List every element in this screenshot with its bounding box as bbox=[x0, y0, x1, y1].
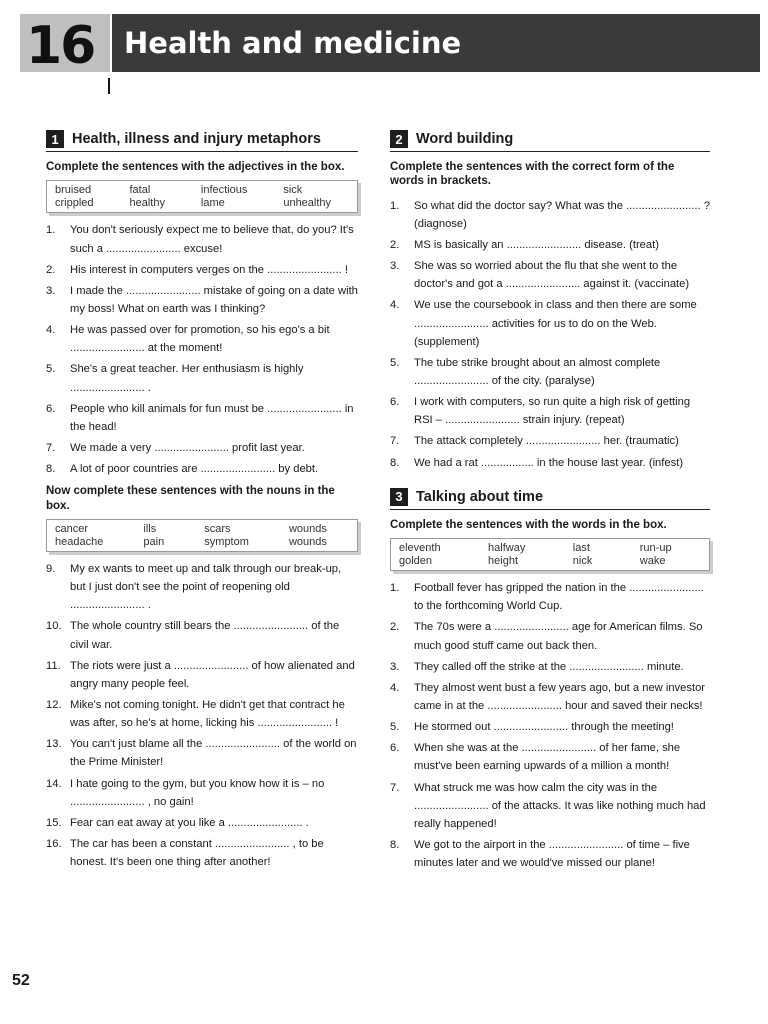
item-text: The 70s were a ........................ age for American films. So much good stuff came out back then. bbox=[414, 621, 703, 652]
item-text: Mike's not coming tonight. He didn't get that contract he was after, so he's at home, licking his ........................ ! bbox=[70, 698, 345, 730]
unit-title: Health and medicine bbox=[124, 26, 462, 60]
item-number: 11. bbox=[46, 659, 61, 672]
exercise-item bbox=[390, 779, 710, 833]
item-number: 12. bbox=[46, 698, 62, 711]
exercise-item bbox=[390, 257, 710, 293]
item-text: I made the ........................ mistake of going on a date with my boss! What on earth was I thinking? bbox=[70, 284, 358, 315]
exercise-item bbox=[390, 718, 710, 736]
item-text: People who kill animals for fun must be ........................ in the head! bbox=[70, 402, 354, 433]
section-1-items-b bbox=[46, 560, 358, 871]
item-number: 16. bbox=[46, 837, 62, 850]
exercise-item bbox=[390, 618, 710, 654]
item-text: You don't seriously expect me to believe that, do you? It's such a ........................ excuse! bbox=[70, 224, 354, 255]
box-word: wounds bbox=[288, 522, 327, 535]
item-text: Fear can eat away at you like a ........................ . bbox=[70, 816, 309, 829]
exercise-item bbox=[46, 360, 358, 396]
item-text: So what did the doctor say? What was the ........................ ? (diagnose) bbox=[414, 199, 710, 230]
exercise-item bbox=[46, 560, 358, 614]
item-text: He stormed out ........................ through the meeting! bbox=[414, 721, 674, 734]
section-1-instruction-b: Now complete these sentences with the nouns in the box. bbox=[46, 485, 335, 512]
item-text: I hate going to the gym, but you know how it is – no ........................ , no gain! bbox=[70, 777, 325, 808]
exercise-item bbox=[46, 321, 358, 357]
item-number: 8. bbox=[390, 838, 400, 851]
item-number: 4. bbox=[390, 299, 400, 312]
item-number: 6. bbox=[46, 402, 56, 415]
unit-banner bbox=[20, 14, 760, 76]
item-text: I work with computers, so run quite a high risk of getting RSI – ........................ strain injury. (repeat) bbox=[414, 396, 691, 427]
box-word: symptom bbox=[204, 535, 249, 548]
box-word: run-up bbox=[639, 542, 672, 555]
exercise-item bbox=[390, 354, 710, 390]
item-text: The car has been a constant ........................ , to be honest. It's been one thing after another! bbox=[70, 837, 324, 869]
exercise-item bbox=[390, 579, 710, 615]
exercise-item bbox=[46, 400, 358, 436]
section-3-header bbox=[390, 488, 710, 510]
item-number: 1. bbox=[46, 224, 56, 237]
item-text: A lot of poor countries are ........................ by debt. bbox=[70, 463, 319, 476]
item-number: 15. bbox=[46, 816, 62, 829]
section-2-header bbox=[390, 130, 710, 152]
item-number: 10. bbox=[46, 620, 62, 633]
item-number: 2. bbox=[46, 263, 56, 276]
section-2-title: Word building bbox=[416, 131, 514, 147]
item-text: We use the coursebook in class and then there are some ........................ activities for us to do on the Web. (supplement) bbox=[414, 299, 697, 348]
box-word: fatal bbox=[129, 184, 151, 197]
exercise-item bbox=[46, 460, 358, 478]
section-3-instruction: Complete the sentences with the words in the box. bbox=[390, 518, 667, 531]
item-number: 3. bbox=[46, 284, 56, 297]
box-word: healthy bbox=[129, 197, 165, 210]
item-text: We got to the airport in the ........................ of time – five minutes later and we would've missed our plane! bbox=[414, 838, 690, 870]
item-text: She was so worried about the flu that she went to the doctor's and got a ........................ against it. (vaccinate) bbox=[414, 260, 690, 291]
item-number: 3. bbox=[390, 260, 400, 273]
exercise-item bbox=[46, 617, 358, 653]
exercise-item bbox=[46, 735, 358, 771]
left-column bbox=[46, 130, 358, 874]
item-text: The attack completely ........................ her. (traumatic) bbox=[414, 435, 679, 448]
section-3-number: 3 bbox=[390, 488, 408, 506]
item-number: 6. bbox=[390, 396, 400, 409]
section-2-items bbox=[390, 197, 710, 472]
box-word: unhealthy bbox=[283, 197, 332, 210]
exercise-item bbox=[390, 236, 710, 254]
item-number: 9. bbox=[46, 562, 56, 575]
exercise-item bbox=[390, 393, 710, 429]
item-text: They almost went bust a few years ago, but a new investor came in at the ........................ hour and saved their necks! bbox=[414, 681, 706, 712]
item-number: 4. bbox=[46, 324, 56, 337]
exercise-item bbox=[46, 282, 358, 318]
exercise-item bbox=[46, 775, 358, 811]
item-number: 7. bbox=[46, 441, 56, 454]
box-word: cancer bbox=[55, 522, 89, 535]
item-number: 1. bbox=[390, 199, 400, 212]
exercise-item bbox=[46, 696, 358, 732]
item-text: The whole country still bears the ........................ of the civil war. bbox=[70, 620, 340, 651]
section-3-title: Talking about time bbox=[416, 488, 544, 505]
item-number: 2. bbox=[390, 239, 400, 252]
section-1-title: Health, illness and injury metaphors bbox=[72, 131, 321, 147]
item-number: 5. bbox=[390, 721, 400, 734]
page-number: 52 bbox=[12, 972, 30, 989]
box-word: nick bbox=[572, 555, 593, 568]
exercise-item bbox=[390, 679, 710, 715]
item-number: 1. bbox=[390, 582, 400, 595]
item-text: When she was at the ........................ of her fame, she must've been earning upwards of a million a month! bbox=[414, 742, 681, 773]
item-number: 2. bbox=[390, 621, 400, 634]
box-word: headache bbox=[55, 535, 104, 548]
box-word: bruised bbox=[55, 184, 92, 197]
item-text: The tube strike brought about an almost complete ........................ of the city. (paralyse) bbox=[414, 356, 661, 388]
item-text: The riots were just a ........................ of how alienated and angry many people feel. bbox=[70, 659, 355, 690]
exercise-item bbox=[390, 739, 710, 775]
box-word: golden bbox=[399, 555, 433, 568]
unit-number: 16 bbox=[26, 16, 95, 76]
item-text: They called off the strike at the ........................ minute. bbox=[414, 660, 684, 673]
section-2-instruction: Complete the sentences with the correct form of the words in brackets. bbox=[390, 161, 675, 188]
exercise-item bbox=[390, 296, 710, 350]
exercise-item bbox=[390, 454, 710, 472]
item-number: 8. bbox=[390, 456, 400, 469]
item-text: She's a great teacher. Her enthusiasm is highly ........................ . bbox=[70, 363, 304, 394]
exercise-item bbox=[46, 814, 358, 832]
item-text: My ex wants to meet up and talk through our break-up, but I just don't see the point of reopening old ........................ . bbox=[70, 562, 342, 612]
exercise-item bbox=[46, 835, 358, 871]
box-word: pain bbox=[143, 535, 165, 548]
item-number: 5. bbox=[390, 356, 400, 369]
exercise-item bbox=[46, 261, 358, 279]
box-word: last bbox=[572, 542, 590, 555]
exercise-item bbox=[46, 657, 358, 693]
section-2-number: 2 bbox=[390, 130, 408, 148]
item-text: MS is basically an ........................ disease. (treat) bbox=[414, 239, 659, 252]
text-cursor-mark bbox=[108, 78, 110, 94]
exercise-item bbox=[390, 197, 710, 233]
item-number: 13. bbox=[46, 738, 62, 751]
item-number: 7. bbox=[390, 781, 400, 794]
box-word: scars bbox=[204, 522, 231, 535]
exercise-item bbox=[390, 836, 710, 872]
box-word: ills bbox=[143, 522, 157, 535]
noun-word-box bbox=[46, 519, 358, 552]
item-text: We made a very ........................ profit last year. bbox=[70, 441, 305, 454]
item-number: 4. bbox=[390, 681, 400, 694]
box-word: crippled bbox=[55, 197, 94, 210]
item-number: 5. bbox=[46, 363, 56, 376]
adjective-word-box bbox=[46, 180, 358, 213]
box-word: height bbox=[488, 555, 519, 568]
box-word: lame bbox=[200, 197, 225, 210]
box-word: wake bbox=[639, 555, 666, 568]
section-1-number: 1 bbox=[46, 130, 64, 148]
exercise-item bbox=[390, 658, 710, 676]
item-text: His interest in computers verges on the ........................ ! bbox=[70, 263, 348, 276]
box-word: wounds bbox=[288, 535, 327, 548]
time-word-box bbox=[390, 538, 710, 571]
section-1-items-a bbox=[46, 221, 358, 478]
section-1-instruction-a: Complete the sentences with the adjectives in the box. bbox=[46, 161, 345, 173]
item-number: 3. bbox=[390, 660, 400, 673]
right-column bbox=[390, 130, 710, 875]
box-word: halfway bbox=[488, 542, 526, 555]
box-word: eleventh bbox=[399, 542, 441, 555]
exercise-item bbox=[46, 221, 358, 257]
section-3-items bbox=[390, 579, 710, 872]
section-1-header bbox=[46, 130, 358, 152]
item-text: He was passed over for promotion, so his ego's a bit ........................ at the moment! bbox=[70, 324, 330, 355]
box-word: sick bbox=[283, 184, 303, 197]
exercise-item bbox=[390, 432, 710, 450]
item-text: What struck me was how calm the city was in the ........................ of the attacks. It was like nothing much had really happened! bbox=[414, 781, 706, 830]
item-number: 8. bbox=[46, 463, 56, 476]
exercise-item bbox=[46, 439, 358, 457]
box-word: infectious bbox=[200, 184, 248, 197]
item-number: 6. bbox=[390, 742, 400, 755]
item-number: 7. bbox=[390, 435, 400, 448]
item-text: You can't just blame all the ........................ of the world on the Prime Minister! bbox=[70, 738, 357, 769]
item-text: Football fever has gripped the nation in the ........................ to the forthcoming World Cup. bbox=[414, 582, 704, 613]
item-number: 14. bbox=[46, 777, 62, 790]
item-text: We had a rat ................. in the house last year. (infest) bbox=[414, 456, 684, 469]
